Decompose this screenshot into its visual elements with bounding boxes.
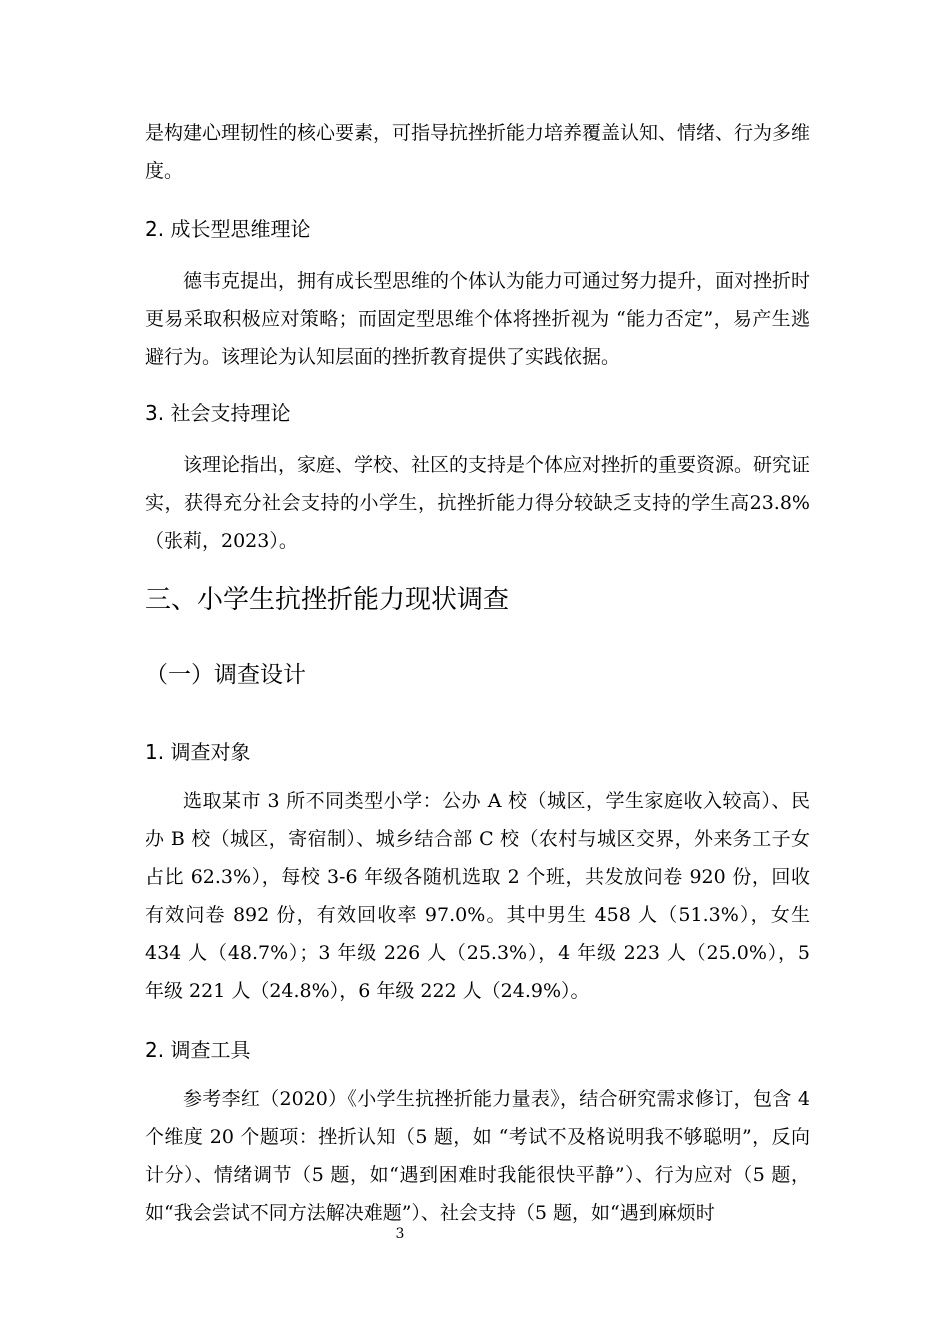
heading-survey-subjects: 1. 调查对象	[145, 740, 251, 764]
paragraph-growth-mindset: 德韦克提出，拥有成长型思维的个体认为能力可通过努力提升，面对挫折时更易采取积极应对策略；而固定型思维个体将挫折视为 “能力否定”，易产生逃避行为。该理论为认知层面的挫折教育提供了实践依据。	[145, 270, 811, 368]
paragraph-survey-subjects: 选取某市 3 所不同类型小学：公办 A 校（城区，学生家庭收入较高）、民办 B 校（城区，寄宿制）、城乡结合部 C 校（农村与城区交界，外来务工子女占比 62.3%），每校 3-6 年级各随机选取 2 个班，共发放问卷 920 份，回收有效问卷 892 份，有效回收率 97.0%。其中男生 458 人（51.3%），女生 434 人（48.7%）；3 年级 226 人（25.3%），4 年级 223 人（25.0%），5 年级 221 人（24.8%），6 年级 222 人（24.9%）。	[145, 790, 810, 1002]
paragraph-intro-tail: 是构建心理韧性的核心要素，可指导抗挫折能力培养覆盖认知、情绪、行为多维度。	[145, 122, 811, 182]
heading-survey-tools: 2. 调查工具	[145, 1038, 251, 1062]
heading-growth-mindset: 2. 成长型思维理论	[145, 217, 311, 241]
chapter-heading: 三、小学生抗挫折能力现状调查	[145, 585, 510, 615]
paragraph-survey-tools: 参考李红（2020）《小学生抗挫折能力量表》，结合研究需求修订，包含 4 个维度 20 个题项：挫折认知（5 题，如 “考试不及格说明我不够聪明”，反向计分）、情绪调节（5 题，如“遇到困难时我能很快平静”）、行为应对（5 题，如“我会尝试不同方法解决难题”）、社会支持（5 题，如“遇到麻烦时	[145, 1088, 810, 1224]
section-heading-survey-design: （一）调查设计	[145, 662, 306, 688]
page-number: 3	[395, 1226, 405, 1242]
paragraph-social-support: 该理论指出，家庭、学校、社区的支持是个体应对挫折的重要资源。研究证实，获得充分社会支持的小学生，抗挫折能力得分较缺乏支持的学生高23.8%（张莉，2023）。	[145, 454, 811, 552]
heading-social-support: 3. 社会支持理论	[145, 401, 291, 425]
